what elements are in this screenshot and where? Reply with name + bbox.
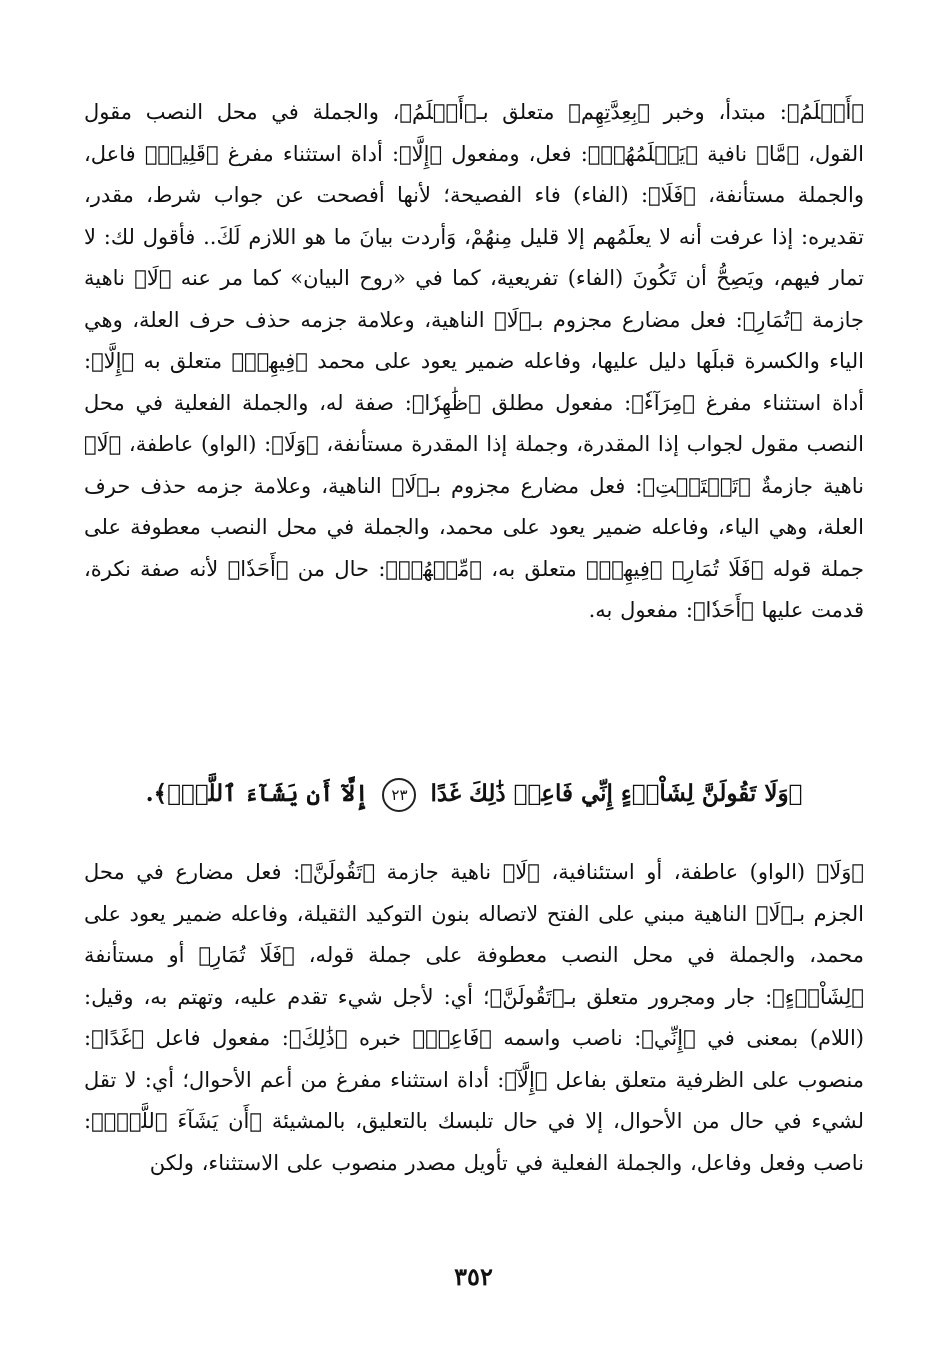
page-number: ٣٥٢ [454,1262,493,1291]
commentary-block-bottom [84,852,864,1184]
commentary-block-top [84,92,864,632]
verse-number-marker: ٢٣ [382,778,416,812]
paragraph-grammar-analysis-1: ﴿أَعۡلَمُ﴾: مبتدأ، وخبر ﴿بِعِدَّتِهِم﴾ متعلق بـ﴿أَعۡلَمُ﴾، والجملة في محل النصب مقول القول، ﴿مَّا﴾ نافية ﴿يَعۡلَمُهُمۡ﴾: فعل، ومفعول ﴿إِلَّا﴾: أداة استثناء مفرغ ﴿قَلِيلٞ﴾ فاعل، والجملة مستأنفة، ﴿فَلَا﴾: (الفاء) فاء الفصيحة؛ لأنها أفصحت عن جواب شرط، مقدر، تقديره: إذا عرفت أنه لا يعلَمُهم إلا قليل مِنهُمْ، وَأردت بيانَ ما هو اللازم لَكَ.. فأقول لك: لا تمار فيهم، ويَصِحُّ أن تَكُونَ (الفاء) تفريعية، كما في «روح البيان» كما مر عنه ﴿لَا﴾ ناهية جازمة ﴿تُمَارِ﴾: فعل مضارع مجزوم بـ﴿لَا﴾ الناهية، وعلامة جزمه حذف حرف العلة، وهي الياء والكسرة قبلَها دليل عليها، وفاعله ضمير يعود على محمد ﴿فِيهِمۡ﴾ متعلق به ﴿إِلَّا﴾: أداة استثناء مفرغ ﴿مِرَآءٗ﴾: مفعول مطلق ﴿ظَٰهِرٗا﴾: صفة له، والجملة الفعلية في محل النصب مقول لجواب إذا المقدرة، وجملة إذا المقدرة مستأنفة، ﴿وَلَا﴾: (الواو) عاطفة، ﴿لَا﴾ ناهية جازمةٌ ﴿تَسۡتَفۡتِ﴾: فعل مضارع مجزوم بـ﴿لَا﴾ الناهية، وعلامة جزمه حذف حرف العلة، وهي الياء، وفاعله ضمير يعود على محمد، والجملة في محل النصب معطوفة على جملة قوله ﴿فَلَا تُمَارِ﴾ ﴿فِيهِمۡ﴾ متعلق به، ﴿مِّنۡهُمۡ﴾: حال من ﴿أَحَدٗا﴾ لأنه صفة نكرة، قدمت عليها ﴿أَحَدٗا﴾: مفعول به. [84,100,864,622]
paragraph-grammar-analysis-2: ﴿وَلَا﴾ (الواو) عاطفة، أو استئنافية، ﴿لَا﴾ ناهية جازمة ﴿تَقُولَنَّ﴾: فعل مضارع في محل الجزم بـ﴿لَا﴾ الناهية مبني على الفتح لاتصاله بنون التوكيد الثقيلة، وفاعله ضمير يعود على محمد، والجملة في محل النصب معطوفة على جملة قوله، ﴿فَلَا تُمَارِ﴾ أو مستأنفة ﴿لِشَاْيۡءٍ﴾: جار ومجرور متعلق بـ﴿تَقُولَنَّ﴾؛ أي: لأجل شيء تقدم عليه، وتهتم به، وقيل: (اللام) بمعنى في ﴿إِنِّي﴾: ناصب واسمه ﴿فَاعِلٞ﴾ خبره ﴿ذَٰلِكَ﴾: مفعول فاعل ﴿غَدًا﴾: منصوب على الظرفية متعلق بفاعل ﴿إِلَّآ﴾: أداة استثناء مفرغ من أعم الأحوال؛ أي: لا تقل لشيء في حال من الأحوال، إلا في حال تلبسك بالتعليق، بالمشيئة ﴿أَن يَشَآءَ ٱللَّهُۚ﴾: ناصب وفعل وفاعل، والجملة الفعلية في تأويل مصدر منصوب على الاستثناء، ولكن [84,860,864,1175]
verse-text: ﴿وَلَا تَقُولَنَّ لِشَاْيۡءٍ إِنِّي فَاعِلٞ ذَٰلِكَ غَدًا [430,780,803,807]
quran-verse [84,772,864,816]
verse-text-end: إِلَّآ أَن يَشَآءَ ٱللَّهُۚ﴾. [145,780,369,807]
